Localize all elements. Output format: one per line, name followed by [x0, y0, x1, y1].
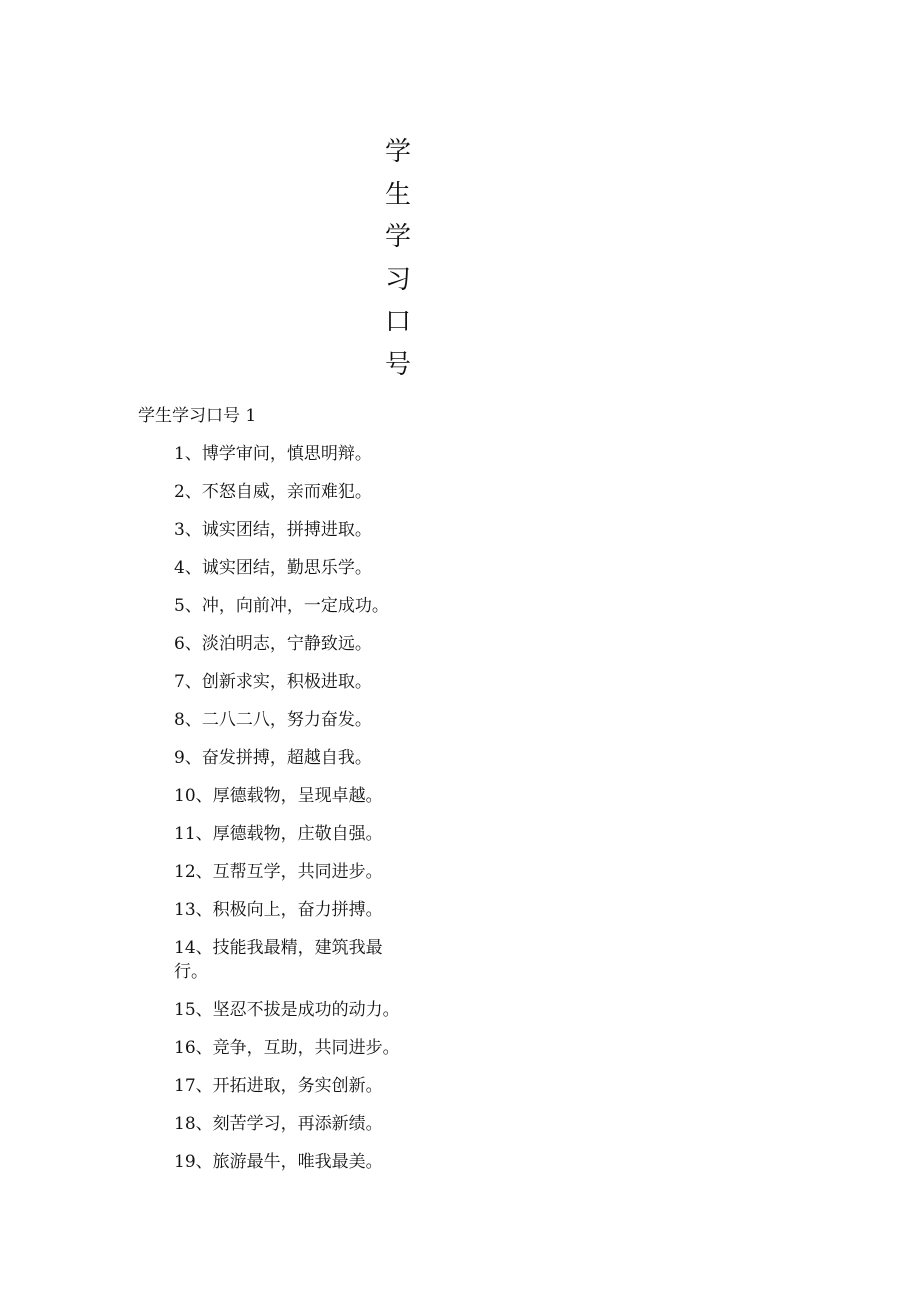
slogan-item: 3、诚实团结，拼搏进取。 — [174, 520, 372, 540]
slogan-item: 12、互帮互学，共同进步。 — [174, 862, 383, 882]
section-heading: 学生学习口号 1 — [138, 406, 257, 426]
title-char: 生 — [384, 179, 411, 210]
slogan-item: 1、博学审问，慎思明辩。 — [174, 444, 372, 464]
vertical-title — [382, 131, 414, 386]
slogan-item: 15、坚忍不拔是成功的动力。 — [174, 1000, 400, 1020]
slogan-item: 6、淡泊明志，宁静致远。 — [174, 634, 372, 654]
title-char: 学 — [384, 222, 411, 252]
slogan-item: 13、积极向上，奋力拼搏。 — [174, 900, 383, 920]
slogan-item: 16、竞争，互助，共同进步。 — [174, 1038, 400, 1058]
title-char: 口 — [384, 307, 411, 337]
slogan-item: 17、开拓进取，务实创新。 — [174, 1076, 383, 1096]
slogan-item: 8、二八二八，努力奋发。 — [174, 710, 372, 730]
slogan-item: 5、冲，向前冲，一定成功。 — [174, 596, 389, 616]
slogan-item: 14、技能我最精，建筑我最行。 — [174, 938, 383, 982]
slogan-item: 9、奋发拼搏，超越自我。 — [174, 748, 372, 768]
title-char: 学 — [384, 137, 411, 167]
slogan-item: 2、不怒自威，亲而难犯。 — [174, 482, 372, 502]
slogan-item: 11、厚德载物，庄敬自强。 — [174, 824, 383, 844]
title-char: 习 — [384, 264, 411, 295]
slogan-list — [174, 442, 424, 1188]
slogan-item: 4、诚实团结，勤思乐学。 — [174, 558, 372, 578]
slogan-item: 7、创新求实，积极进取。 — [174, 672, 372, 692]
title-char: 号 — [384, 349, 411, 380]
slogan-item: 19、旅游最牛，唯我最美。 — [174, 1152, 383, 1172]
slogan-item: 18、刻苦学习，再添新绩。 — [174, 1114, 383, 1134]
slogan-item: 10、厚德载物，呈现卓越。 — [174, 786, 383, 806]
